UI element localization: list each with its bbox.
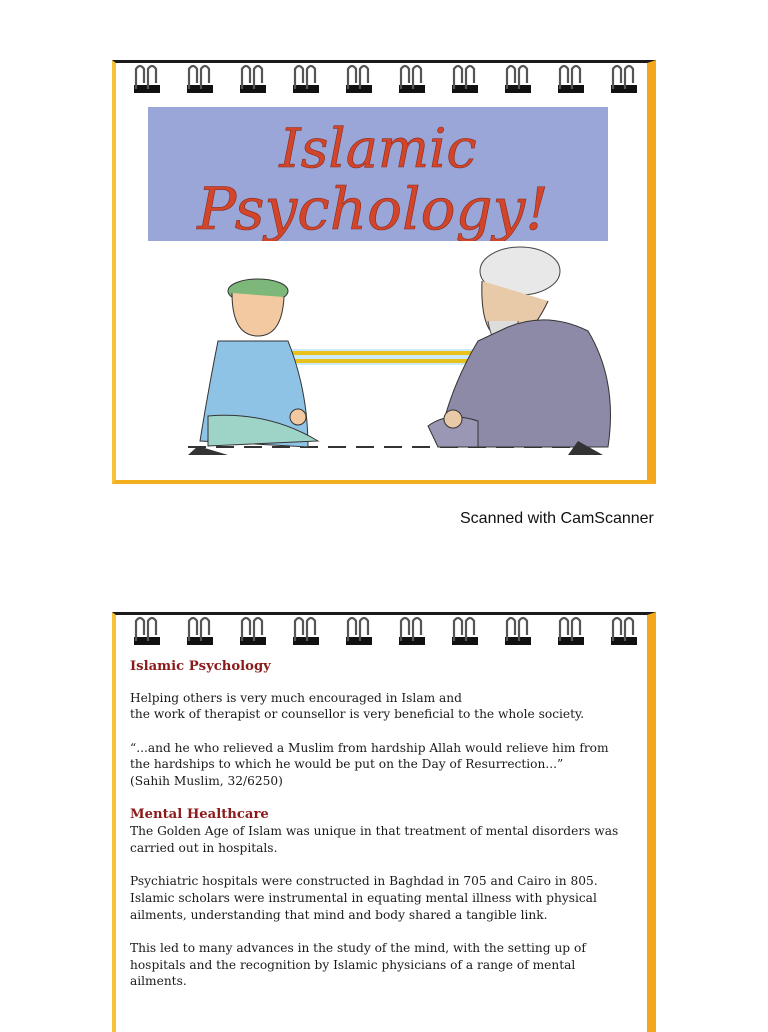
student-figure	[188, 279, 318, 455]
binding-ring-icon	[346, 66, 372, 93]
illustration-two-men-seated	[148, 241, 628, 471]
paragraph-hospitals	[130, 873, 640, 923]
binding-ring-icon	[240, 66, 266, 93]
text-line: (Sahih Muslim, 32/6250)	[130, 773, 283, 788]
heading-islamic-psychology: Islamic Psychology	[130, 659, 271, 674]
paragraph-golden-age	[130, 823, 640, 856]
binding-ring-icon	[558, 66, 584, 93]
binding-ring-icon	[240, 618, 266, 645]
paragraph-quote	[130, 740, 640, 790]
binding-ring-icon	[187, 66, 213, 93]
binding-rings	[116, 615, 647, 655]
flipchart-page-1	[112, 60, 656, 484]
text-line: Helping others is very much encouraged in Islam and	[130, 690, 462, 705]
paragraph-helping-others	[130, 690, 640, 723]
binding-ring-icon	[611, 618, 637, 645]
binding-ring-icon	[505, 618, 531, 645]
binding-ring-icon	[452, 66, 478, 93]
text-line: the hardships to which he would be put on the Day of Resurrection...”	[130, 757, 564, 772]
text-line: carried out in hospitals.	[130, 840, 278, 855]
binding-ring-icon	[399, 66, 425, 93]
binding-ring-icon	[611, 66, 637, 93]
binding-ring-icon	[346, 618, 372, 645]
heading-mental-healthcare: Mental Healthcare	[130, 806, 269, 822]
title-banner	[148, 107, 608, 241]
flipchart-page-2	[112, 612, 656, 1032]
document-body	[130, 659, 640, 1007]
text-line: “...and he who relieved a Muslim from hardship Allah would relieve him from	[130, 740, 609, 755]
paragraph-advances	[130, 940, 640, 990]
text-line: Psychiatric hospitals were constructed in Baghdad in 705 and Cairo in 805.	[130, 874, 598, 889]
text-line: Islamic scholars were instrumental in equating mental illness with physical	[130, 890, 597, 905]
binding-ring-icon	[134, 618, 160, 645]
text-line: the work of therapist or counsellor is very beneficial to the whole society.	[130, 707, 585, 722]
text-line: The Golden Age of Islam was unique in that treatment of mental disorders was	[130, 824, 619, 839]
binding-ring-icon	[187, 618, 213, 645]
binding-ring-icon	[505, 66, 531, 93]
binding-ring-icon	[558, 618, 584, 645]
text-line: ailments, understanding that mind and body shared a tangible link.	[130, 907, 548, 922]
binding-rings	[116, 63, 647, 103]
text-line: This led to many advances in the study of the mind, with the setting up of	[130, 941, 586, 956]
ring-binding-icon	[116, 615, 656, 655]
scanner-caption: Scanned with CamScanner	[460, 510, 654, 527]
binding-ring-icon	[452, 618, 478, 645]
title-line-2: Psychology!	[197, 175, 549, 241]
title-line-1: Islamic	[279, 117, 477, 180]
ring-binding-icon	[116, 63, 656, 103]
binding-ring-icon	[293, 66, 319, 93]
text-line: ailments.	[130, 974, 187, 989]
binding-ring-icon	[134, 66, 160, 93]
binding-ring-icon	[399, 618, 425, 645]
text-line: hospitals and the recognition by Islamic physicians of a range of mental	[130, 957, 576, 972]
binding-ring-icon	[293, 618, 319, 645]
